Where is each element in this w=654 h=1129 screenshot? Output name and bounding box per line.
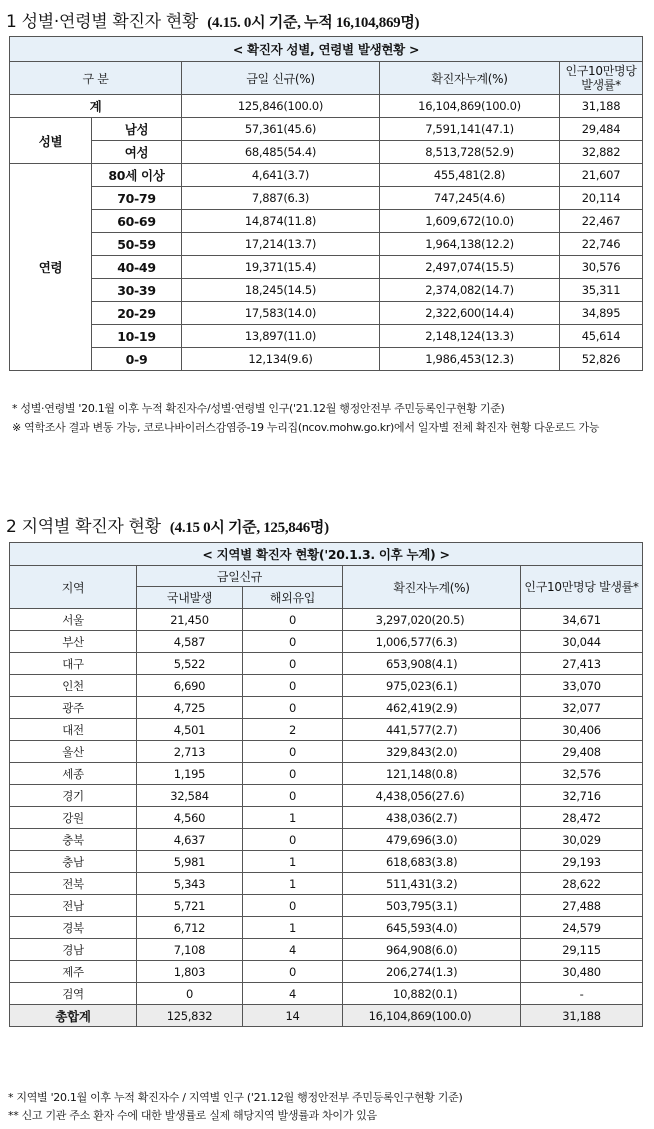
row-rate: 34,895 <box>560 302 643 325</box>
cumulative-pct: (2.7) <box>431 810 458 825</box>
row-rate: 21,607 <box>560 164 643 187</box>
rate-value: 32,576 <box>521 763 643 785</box>
rate-value: 27,488 <box>521 895 643 917</box>
header-today: 금일 신규(%) <box>182 62 380 95</box>
cumulative-cell <box>343 807 521 829</box>
overseas-value: 0 <box>243 763 343 785</box>
domestic-value: 5,981 <box>137 851 243 873</box>
region-name: 충북 <box>10 829 137 851</box>
region-name: 전남 <box>10 895 137 917</box>
row-cumulative: 2,148,124(13.3) <box>380 325 560 348</box>
cumulative-pct: (3.1) <box>431 898 458 913</box>
cumulative-value: 4,438,056 <box>375 788 432 803</box>
cumulative-pct: (1.3) <box>431 964 458 979</box>
table-row <box>10 653 643 675</box>
section2-subtitle: (4.15 0시 기준, 125,846명) <box>169 520 329 536</box>
table-row <box>10 719 643 741</box>
total-today: 125,846(100.0) <box>182 95 380 118</box>
row-label: 60-69 <box>92 210 182 233</box>
section1-subtitle: (4.15. 0시 기준, 누적 16,104,869명) <box>207 15 420 31</box>
cumulative-pct: (3.2) <box>431 876 458 891</box>
cumulative-value: 3,297,020 <box>375 612 432 627</box>
table-row <box>10 233 643 256</box>
row-today: 14,874(11.8) <box>182 210 380 233</box>
cumulative-pct: (6.0) <box>431 942 458 957</box>
total-label: 총합계 <box>10 1005 137 1027</box>
cumulative-value: 511,431 <box>386 876 432 891</box>
rate-value: 29,115 <box>521 939 643 961</box>
table-row <box>10 325 643 348</box>
section1-notes <box>12 399 642 437</box>
cumulative-cell <box>343 763 521 785</box>
domestic-value: 0 <box>137 983 243 1005</box>
rate-value: 29,408 <box>521 741 643 763</box>
domestic-value: 5,343 <box>137 873 243 895</box>
domestic-value: 2,713 <box>137 741 243 763</box>
cumulative-value: 479,696 <box>386 832 432 847</box>
table1-banner: < 확진자 성별, 연령별 발생현황 > <box>10 37 643 62</box>
region-table <box>9 542 643 1027</box>
header-cumulative: 확진자누계(%) <box>380 62 560 95</box>
overseas-value: 0 <box>243 829 343 851</box>
cumulative-cell <box>343 741 521 763</box>
cumulative-pct: (20.5) <box>431 612 465 627</box>
domestic-value: 32,584 <box>137 785 243 807</box>
row-label: 70-79 <box>92 187 182 210</box>
section2-title <box>6 512 329 537</box>
row-cumulative: 747,245(4.6) <box>380 187 560 210</box>
row-cumulative: 1,964,138(12.2) <box>380 233 560 256</box>
cumulative-cell <box>343 675 521 697</box>
cumulative-pct: (3.8) <box>431 854 458 869</box>
table-row <box>10 256 643 279</box>
domestic-value: 21,450 <box>137 609 243 631</box>
overseas-value: 4 <box>243 939 343 961</box>
rate-value: 24,579 <box>521 917 643 939</box>
row-cumulative: 1,986,453(12.3) <box>380 348 560 371</box>
domestic-value: 4,501 <box>137 719 243 741</box>
row-today: 12,134(9.6) <box>182 348 380 371</box>
region-rows <box>10 609 643 1005</box>
domestic-value: 5,522 <box>137 653 243 675</box>
total-cum-pct: (100.0) <box>431 1008 472 1023</box>
overseas-value: 2 <box>243 719 343 741</box>
rate-value: 30,480 <box>521 961 643 983</box>
overseas-value: 1 <box>243 807 343 829</box>
region-name: 서울 <box>10 609 137 631</box>
table-row <box>10 141 643 164</box>
cumulative-cell <box>343 631 521 653</box>
region-name: 검역 <box>10 983 137 1005</box>
cumulative-pct: (2.0) <box>431 744 458 759</box>
header-domestic: 국내발생 <box>137 587 243 609</box>
rate-value: 30,029 <box>521 829 643 851</box>
table-row <box>10 675 643 697</box>
row-today: 57,361(45.6) <box>182 118 380 141</box>
row-rate: 22,467 <box>560 210 643 233</box>
section2-notes <box>8 1089 648 1125</box>
cumulative-pct: (3.0) <box>431 832 458 847</box>
region-name: 제주 <box>10 961 137 983</box>
domestic-value: 5,721 <box>137 895 243 917</box>
cumulative-pct: (4.1) <box>431 656 458 671</box>
cumulative-value: 975,023 <box>386 678 432 693</box>
table-row <box>10 763 643 785</box>
cumulative-value: 441,577 <box>386 722 432 737</box>
region-name: 강원 <box>10 807 137 829</box>
region-total-row <box>10 1005 643 1027</box>
region-name: 부산 <box>10 631 137 653</box>
region-name: 경북 <box>10 917 137 939</box>
table-row <box>10 631 643 653</box>
section1-title-text: 1 성별·연령별 확진자 현황 <box>6 12 199 32</box>
header-today: 금일신규 <box>137 566 343 587</box>
cumulative-cell <box>343 939 521 961</box>
cumulative-pct: (6.3) <box>431 634 458 649</box>
overseas-value: 0 <box>243 961 343 983</box>
table-row <box>10 697 643 719</box>
region-name: 대전 <box>10 719 137 741</box>
age-group-label: 연령 <box>10 164 92 371</box>
row-label: 0-9 <box>92 348 182 371</box>
region-name: 충남 <box>10 851 137 873</box>
header-region: 지역 <box>10 566 137 609</box>
domestic-value: 4,725 <box>137 697 243 719</box>
row-label: 40-49 <box>92 256 182 279</box>
cumulative-cell <box>343 609 521 631</box>
row-cumulative: 7,591,141(47.1) <box>380 118 560 141</box>
total-overseas: 14 <box>243 1005 343 1027</box>
table-row <box>10 609 643 631</box>
cumulative-cell <box>343 785 521 807</box>
cumulative-value: 618,683 <box>386 854 432 869</box>
cumulative-value: 653,908 <box>386 656 432 671</box>
overseas-value: 1 <box>243 851 343 873</box>
note-item: * 지역별 '20.1월 이후 누적 확진자수 / 지역별 인구 ('21.12월 행정안전부 주민등록인구현황 기준) <box>8 1091 463 1104</box>
total-rate: 31,188 <box>560 95 643 118</box>
row-cumulative: 2,322,600(14.4) <box>380 302 560 325</box>
domestic-value: 7,108 <box>137 939 243 961</box>
total-cum-value: 16,104,869 <box>368 1008 432 1023</box>
row-rate: 29,484 <box>560 118 643 141</box>
row-cumulative: 1,609,672(10.0) <box>380 210 560 233</box>
cumulative-value: 329,843 <box>386 744 432 759</box>
cumulative-value: 121,148 <box>386 766 432 781</box>
cumulative-cell <box>343 917 521 939</box>
section2-title-text: 2 지역별 확진자 현황 <box>6 517 161 537</box>
domestic-value: 4,587 <box>137 631 243 653</box>
row-today: 17,583(14.0) <box>182 302 380 325</box>
overseas-value: 0 <box>243 895 343 917</box>
row-today: 7,887(6.3) <box>182 187 380 210</box>
domestic-value: 1,195 <box>137 763 243 785</box>
rate-value: 34,671 <box>521 609 643 631</box>
row-label: 여성 <box>92 141 182 164</box>
row-cumulative: 2,374,082(14.7) <box>380 279 560 302</box>
cumulative-cell <box>343 653 521 675</box>
table-row <box>10 895 643 917</box>
domestic-value: 6,712 <box>137 917 243 939</box>
region-name: 전북 <box>10 873 137 895</box>
rate-value: 29,193 <box>521 851 643 873</box>
region-name: 경남 <box>10 939 137 961</box>
row-label: 30-39 <box>92 279 182 302</box>
gender-group-label: 성별 <box>10 118 92 164</box>
cumulative-value: 206,274 <box>386 964 432 979</box>
table-row <box>10 210 643 233</box>
row-today: 18,245(14.5) <box>182 279 380 302</box>
cumulative-cell <box>343 851 521 873</box>
rate-value: - <box>521 983 643 1005</box>
overseas-value: 1 <box>243 873 343 895</box>
rate-value: 32,716 <box>521 785 643 807</box>
cumulative-pct: (0.1) <box>431 986 458 1001</box>
row-label: 50-59 <box>92 233 182 256</box>
overseas-value: 0 <box>243 675 343 697</box>
row-cumulative: 8,513,728(52.9) <box>380 141 560 164</box>
cumulative-pct: (6.1) <box>431 678 458 693</box>
gender-age-table <box>9 36 643 371</box>
row-today: 19,371(15.4) <box>182 256 380 279</box>
table-row <box>10 873 643 895</box>
region-name: 울산 <box>10 741 137 763</box>
section1-title <box>6 7 419 32</box>
row-today: 4,641(3.7) <box>182 164 380 187</box>
cumulative-cell <box>343 719 521 741</box>
note-item: ※ 역학조사 결과 변동 가능, 코로나바이러스감염증-19 누리집(ncov.mohw.go.kr)에서 일자별 전체 확진자 현황 다운로드 가능 <box>12 421 600 434</box>
region-name: 광주 <box>10 697 137 719</box>
overseas-value: 0 <box>243 609 343 631</box>
total-label: 계 <box>10 95 182 118</box>
row-today: 13,897(11.0) <box>182 325 380 348</box>
overseas-value: 1 <box>243 917 343 939</box>
table-row <box>10 164 643 187</box>
rate-value: 32,077 <box>521 697 643 719</box>
domestic-value: 4,560 <box>137 807 243 829</box>
row-today: 17,214(13.7) <box>182 233 380 256</box>
cumulative-cell <box>343 983 521 1005</box>
header-rate: 인구10만명당 발생률* <box>560 62 643 95</box>
header-cumulative: 확진자누계(%) <box>343 566 521 609</box>
rate-value: 30,044 <box>521 631 643 653</box>
cumulative-pct: (2.9) <box>431 700 458 715</box>
table-row <box>10 917 643 939</box>
rate-value: 28,622 <box>521 873 643 895</box>
row-label: 80세 이상 <box>92 164 182 187</box>
cumulative-value: 438,036 <box>386 810 432 825</box>
row-label: 남성 <box>92 118 182 141</box>
region-name: 인천 <box>10 675 137 697</box>
cumulative-pct: (27.6) <box>431 788 465 803</box>
table-row <box>10 961 643 983</box>
cumulative-cell <box>343 895 521 917</box>
table-row <box>10 118 643 141</box>
cumulative-value: 1,006,577 <box>375 634 432 649</box>
domestic-value: 6,690 <box>137 675 243 697</box>
table-row <box>10 939 643 961</box>
overseas-value: 0 <box>243 697 343 719</box>
table-row <box>10 279 643 302</box>
table-row <box>10 829 643 851</box>
overseas-value: 0 <box>243 631 343 653</box>
table-row <box>10 851 643 873</box>
overseas-value: 0 <box>243 785 343 807</box>
rate-value: 33,070 <box>521 675 643 697</box>
cumulative-value: 462,419 <box>386 700 432 715</box>
row-label: 10-19 <box>92 325 182 348</box>
domestic-value: 1,803 <box>137 961 243 983</box>
note-item: ** 신고 기관 주소 환자 수에 대한 발생률로 실제 해당지역 발생률과 차이가 있음 <box>8 1109 377 1122</box>
cumulative-pct: (4.0) <box>431 920 458 935</box>
region-name: 세종 <box>10 763 137 785</box>
row-rate: 22,746 <box>560 233 643 256</box>
row-rate: 32,882 <box>560 141 643 164</box>
table-row <box>10 187 643 210</box>
row-label: 20-29 <box>92 302 182 325</box>
region-name: 경기 <box>10 785 137 807</box>
cumulative-pct: (0.8) <box>431 766 458 781</box>
total-cumulative: 16,104,869(100.0) <box>380 95 560 118</box>
region-name: 대구 <box>10 653 137 675</box>
overseas-value: 0 <box>243 741 343 763</box>
cumulative-cell <box>343 873 521 895</box>
rate-value: 30,406 <box>521 719 643 741</box>
overseas-value: 0 <box>243 653 343 675</box>
table-row <box>10 348 643 371</box>
total-rate: 31,188 <box>521 1005 643 1027</box>
domestic-value: 4,637 <box>137 829 243 851</box>
table-row <box>10 741 643 763</box>
table-row <box>10 807 643 829</box>
row-rate: 45,614 <box>560 325 643 348</box>
cumulative-cell <box>343 829 521 851</box>
table-row <box>10 983 643 1005</box>
cumulative-cell <box>343 961 521 983</box>
row-rate: 20,114 <box>560 187 643 210</box>
total-domestic: 125,832 <box>137 1005 243 1027</box>
table-row <box>10 302 643 325</box>
cumulative-pct: (2.7) <box>431 722 458 737</box>
note-item: * 성별·연령별 '20.1월 이후 누적 확진자수/성별·연령별 인구('21.12월 행정안전부 주민등록인구현황 기준) <box>12 402 505 415</box>
rate-value: 28,472 <box>521 807 643 829</box>
row-today: 68,485(54.4) <box>182 141 380 164</box>
cumulative-value: 10,882 <box>393 986 432 1001</box>
header-rate: 인구10만명당 발생률* <box>521 566 643 609</box>
row-rate: 35,311 <box>560 279 643 302</box>
row-cumulative: 2,497,074(15.5) <box>380 256 560 279</box>
row-rate: 30,576 <box>560 256 643 279</box>
cumulative-value: 503,795 <box>386 898 432 913</box>
cumulative-value: 964,908 <box>386 942 432 957</box>
header-overseas: 해외유입 <box>243 587 343 609</box>
overseas-value: 4 <box>243 983 343 1005</box>
table-row <box>10 785 643 807</box>
cumulative-value: 645,593 <box>386 920 432 935</box>
rate-value: 27,413 <box>521 653 643 675</box>
cumulative-cell <box>343 697 521 719</box>
total-cumulative <box>343 1005 521 1027</box>
table2-banner: < 지역별 확진자 현황('20.1.3. 이후 누계) > <box>10 543 643 566</box>
header-category: 구 분 <box>10 62 182 95</box>
total-row <box>10 95 643 118</box>
row-cumulative: 455,481(2.8) <box>380 164 560 187</box>
row-rate: 52,826 <box>560 348 643 371</box>
